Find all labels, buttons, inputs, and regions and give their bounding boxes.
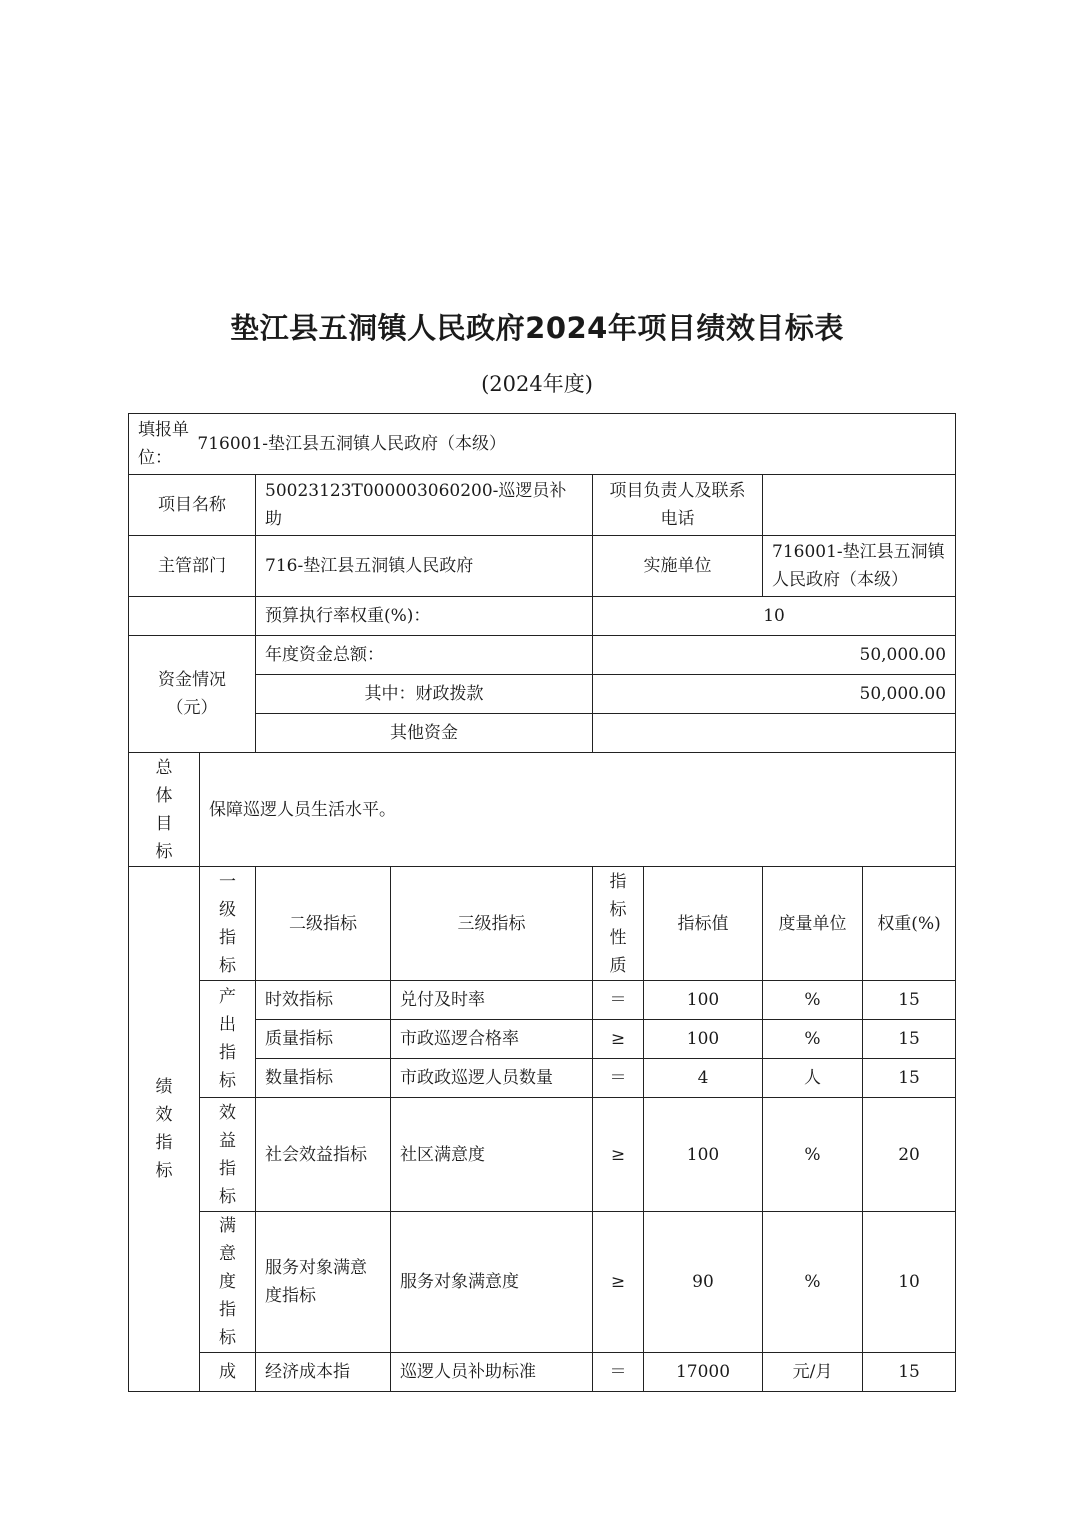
group-output: 产出指标: [200, 981, 256, 1098]
project-name-label: 项目名称: [129, 475, 256, 536]
table-row: [129, 1212, 956, 1353]
row-level3: 服务对象满意度: [391, 1212, 593, 1353]
row-value: 90: [644, 1212, 763, 1353]
budget-rate-label: 预算执行率权重(%)：: [256, 597, 593, 636]
project-name-value: 50023123T000003060200-巡逻员补助: [256, 475, 593, 536]
row-unit: 人: [763, 1059, 863, 1098]
row-weight: 10: [863, 1212, 956, 1353]
row-nature: ≥: [593, 1020, 644, 1059]
header-value: 指标值: [644, 867, 763, 981]
overall-goal-value: 保障巡逻人员生活水平。: [200, 753, 956, 867]
funds-label: 资金情况（元）: [129, 636, 256, 753]
reporting-unit-row: [129, 414, 956, 475]
table-row: [129, 1353, 956, 1392]
supervising-dept-value: 716-垫江县五洞镇人民政府: [256, 536, 593, 597]
reporting-unit-label: 填报单位：: [138, 420, 189, 468]
budget-rate-empty-cell: [129, 597, 256, 636]
row-level2: 时效指标: [256, 981, 391, 1020]
row-unit: %: [763, 1020, 863, 1059]
row-value: 4: [644, 1059, 763, 1098]
header-weight: 权重(%): [863, 867, 956, 981]
annual-total-value: 50,000.00: [593, 636, 956, 675]
row-nature: ＝: [593, 981, 644, 1020]
row-unit: %: [763, 1212, 863, 1353]
annual-total-label: 年度资金总额：: [256, 636, 593, 675]
budget-rate-value: 10: [593, 597, 956, 636]
reporting-unit-value: 716001-垫江县五洞镇人民政府（本级）: [197, 434, 507, 454]
row-value: 100: [644, 1098, 763, 1212]
row-unit: %: [763, 981, 863, 1020]
fiscal-allocation-value: 50,000.00: [593, 675, 956, 714]
header-level3: 三级指标: [391, 867, 593, 981]
row-level3: 市政政巡逻人员数量: [391, 1059, 593, 1098]
row-level3: 巡逻人员补助标准: [391, 1353, 593, 1392]
row-weight: 15: [863, 1059, 956, 1098]
document-subtitle: (2024年度): [481, 372, 593, 396]
overall-goal-label: 总体目标: [129, 753, 200, 867]
row-level2: 数量指标: [256, 1059, 391, 1098]
responsible-person-value: [763, 475, 956, 536]
responsible-person-label: 项目负责人及联系电话: [593, 475, 763, 536]
other-funds-label: 其他资金: [256, 714, 593, 753]
fiscal-allocation-label: 其中：财政拨款: [256, 675, 593, 714]
row-nature: ≥: [593, 1212, 644, 1353]
row-nature: ≥: [593, 1098, 644, 1212]
header-level2: 二级指标: [256, 867, 391, 981]
row-level3: 市政巡逻合格率: [391, 1020, 593, 1059]
row-level3: 兑付及时率: [391, 981, 593, 1020]
row-level2: 服务对象满意度指标: [256, 1212, 391, 1353]
row-value: 100: [644, 981, 763, 1020]
performance-target-table: [128, 413, 956, 1392]
row-level2: 质量指标: [256, 1020, 391, 1059]
row-nature: ＝: [593, 1059, 644, 1098]
other-funds-value: [593, 714, 956, 753]
row-weight: 15: [863, 981, 956, 1020]
row-unit: 元/月: [763, 1353, 863, 1392]
table-row: [129, 981, 956, 1020]
supervising-dept-label: 主管部门: [129, 536, 256, 597]
header-nature: 指标性质: [593, 867, 644, 981]
group-cost: 成: [200, 1353, 256, 1392]
row-value: 100: [644, 1020, 763, 1059]
row-nature: ＝: [593, 1353, 644, 1392]
table-row: [129, 1098, 956, 1212]
group-benefit: 效益指标: [200, 1098, 256, 1212]
row-level2: 社会效益指标: [256, 1098, 391, 1212]
row-weight: 15: [863, 1353, 956, 1392]
header-unit: 度量单位: [763, 867, 863, 981]
row-weight: 20: [863, 1098, 956, 1212]
row-value: 17000: [644, 1353, 763, 1392]
implementing-unit-label: 实施单位: [593, 536, 763, 597]
document-title: 垫江县五洞镇人民政府2024年项目绩效目标表: [230, 311, 844, 345]
performance-indicators-label: 绩效指标: [129, 867, 200, 1392]
implementing-unit-value: 716001-垫江县五洞镇人民政府（本级）: [763, 536, 956, 597]
header-level1: 一级指标: [200, 867, 256, 981]
row-level3: 社区满意度: [391, 1098, 593, 1212]
row-unit: %: [763, 1098, 863, 1212]
group-satisfaction: 满意度指标: [200, 1212, 256, 1353]
row-level2: 经济成本指: [256, 1353, 391, 1392]
row-weight: 15: [863, 1020, 956, 1059]
